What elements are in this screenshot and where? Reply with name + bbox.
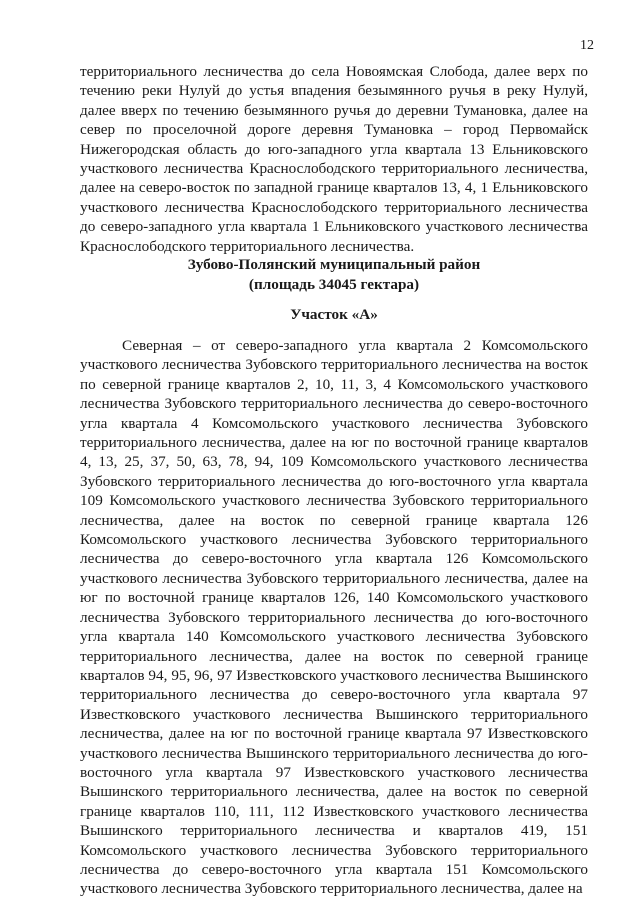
district-heading	[80, 255, 588, 295]
body-paragraph-block	[80, 336, 588, 899]
lead-paragraph-block	[80, 62, 588, 256]
district-heading-area: (площадь 34045 гектара)	[248, 275, 420, 293]
lead-paragraph: территориального лесничества до села Новоямская Слобода, далее верх по течению реки Нулуй до устья впадения безымянного ручья в реку Нулуй, далее вверх по течению безымянного ручья до деревни Тумановка, далее на север по проселочной дороге деревня Тумановка – город Первомайск Нижегородская область до юго-западного угла квартала 13 Ельниковского участкового лесничества Краснослободского территориального лесничества, далее на северо-восток по западной границе кварталов 13, 4, 1 Ельниковского участкового лесничества Краснослободского территориального лесничества до северо-западного угла квартала 1 Ельниковского участкового лесничества Краснослободского территориального лесничества.	[80, 63, 588, 255]
district-heading-title: Зубово-Полянский муниципальный район	[187, 256, 481, 273]
section-heading: Участок «А»	[290, 306, 378, 323]
page-number: 12	[580, 38, 594, 53]
body-paragraph: Северная – от северо-западного угла квартала 2 Комсомольского участкового лесничества Зубовского территориального лесничества на восток по северной границе кварталов 2, 10, 11, 3, 4 Комсомольского участкового лесничества Зубовского территориального лесничества до северо-восточного угла квартала 4 Комсомольского участкового лесничества Зубовского территориального лесничества, далее на юг по восточной границе кварталов 4, 13, 25, 37, 50, 63, 78, 94, 109 Комсомольского участкового лесничества Зубовского территориального лесничества до юго-восточного угла квартала 109 Комсомольского участкового лесничества Зубовского территориального лесничества, далее на восток по северной границе квартала 126 Комсомольского участкового лесничества Зубовского территориального лесничества до северо-восточного угла квартала 126 Комсомольского участкового лесничества Зубовского территориального лесничества, далее на юг по восточной границе кварталов 126, 140 Комсомольского участкового лесничества Зубовского территориального лесничества до юго-восточного угла квартала 140 Комсомольского участкового лесничества Зубовского территориального лесничества, далее на восток по северной границе кварталов 94, 95, 96, 97 Известковского участкового лесничества Вышинского территориального лесничества до северо-восточного угла квартала 97 Известковского участкового лесничества Вышинского территориального лесничества, далее на юг по восточной границе квартала 97 Известковского участкового лесничества Вышинского территориального лесничества до юго-восточного угла квартала 97 Известковского участкового лесничества Вышинского территориального лесничества, далее на восток по северной границе кварталов 110, 111, 112 Известковского участкового лесничества Вышинского территориального лесничества и кварталов 419, 151 Комсомольского участкового лесничества Зубовского территориального лесничества до северо-восточного угла квартала 151 Комсомольского участкового лесничества Зубовского территориального лесничества, далее на	[80, 337, 588, 898]
